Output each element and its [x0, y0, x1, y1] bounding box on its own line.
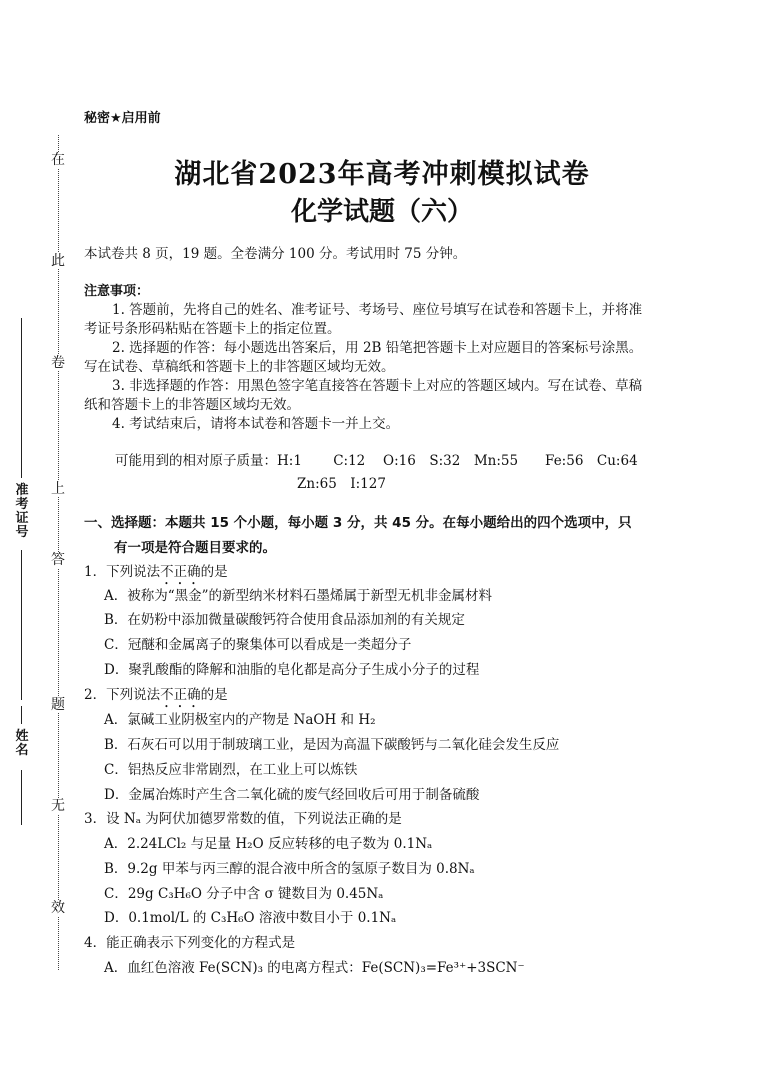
emphasis-text: 不正确 — [160, 564, 201, 580]
q1-option-b: B．在奶粉中添加微量碳酸钙符合使用食品添加剂的有关规定 — [104, 612, 465, 628]
emphasis-text: 不正确 — [160, 687, 201, 703]
margin-char: 上 — [51, 481, 65, 497]
name-line-top — [21, 706, 22, 724]
q3-option-a: A．2.24LCl₂ 与足量 H₂O 反应转移的电子数为 0.1Nₐ — [104, 836, 433, 852]
note-line: 纸和答题卡上的非答题区域均无效。 — [84, 397, 300, 413]
q2-option-d: D．金属冶炼时产生含二氧化硫的废气经回收后可用于制备硫酸 — [104, 787, 480, 803]
question-1-stem: 1．下列说法不正确的是 — [84, 564, 228, 580]
note-line: 2. 选择题的作答：每小题选出答案后，用 2B 铅笔把答题卡上对应题目的答案标号涂黑。 — [112, 340, 643, 356]
atomic-masses-line-2: Zn:65 I:127 — [297, 476, 386, 492]
margin-char: 在 — [51, 152, 65, 168]
note-line: 3. 非选择题的作答：用黑色签字笔直接答在答题卡上对应的答题区域内。写在试卷、草稿 — [112, 378, 643, 394]
note-line: 4. 考试结束后，请将本试卷和答题卡一并上交。 — [112, 416, 400, 432]
margin-char: 答 — [51, 552, 65, 568]
name-line-bottom — [21, 770, 22, 825]
q1-option-a: A．被称为“黑金”的新型纳米材料石墨烯属于新型无机非金属材料 — [104, 588, 493, 604]
question-4-stem: 4．能正确表示下列变化的方程式是 — [84, 935, 296, 951]
margin-char: 卷 — [51, 355, 65, 371]
notes-heading: 注意事项： — [84, 284, 150, 299]
exam-subtitle: 化学试题（六） — [290, 197, 473, 227]
margin-char: 无 — [51, 798, 65, 814]
margin-char: 题 — [51, 697, 65, 713]
q4-option-a: A．血红色溶液 Fe(SCN)₃ 的电离方程式：Fe(SCN)₃=Fe³⁺+3SCN⁻ — [104, 960, 525, 976]
q2-option-b: B．石灰石可以用于制玻璃工业，是因为高温下碳酸钙与二氧化硅会发生反应 — [104, 737, 560, 753]
q3-option-d: D．0.1mol/L 的 C₃H₆O 溶液中数目小于 0.1Nₐ — [104, 910, 397, 926]
q2-option-a: A．氯碱工业阴极室内的产物是 NaOH 和 H₂ — [104, 712, 376, 728]
q2-option-c: C．铝热反应非常剧烈，在工业上可以炼铁 — [104, 762, 358, 778]
exam-id-line-bottom — [21, 550, 22, 700]
name-label: 姓名 — [15, 729, 29, 758]
exam-intro: 本试卷共 8 页，19 题。全卷满分 100 分。考试用时 75 分钟。 — [84, 246, 467, 262]
note-line: 考证号条形码粘贴在答题卡上的指定位置。 — [84, 321, 341, 337]
q1-option-c: C．冠醚和金属离子的聚集体可以看成是一类超分子 — [104, 637, 412, 653]
exam-id-label: 准考证号 — [15, 483, 29, 540]
note-line: 写在试卷、草稿纸和答题卡上的非答题区域均无效。 — [84, 359, 395, 375]
q1-option-d: D．聚乳酸酯的降解和油脂的皂化都是高分子生成小分子的过程 — [104, 662, 480, 678]
q3-option-c: C．29g C₃H₆O 分子中含 σ 键数目为 0.45Nₐ — [104, 886, 384, 902]
secret-label: 秘密★启用前 — [84, 111, 161, 126]
note-line: 1. 答题前，先将自己的姓名、准考证号、考场号、座位号填写在试卷和答题卡上，并将准 — [112, 302, 643, 318]
question-3-stem: 3．设 Nₐ 为阿伏加德罗常数的值，下列说法正确的是 — [84, 811, 402, 827]
exam-id-line-top — [21, 318, 22, 478]
atomic-masses-line-1: 可能用到的相对原子质量：H:1 C:12 O:16 S:32 Mn:55 Fe:56 Cu:64 — [115, 453, 638, 469]
margin-char: 此 — [51, 253, 65, 269]
q3-option-b: B．9.2g 甲苯与丙三醇的混合液中所含的氢原子数目为 0.8Nₐ — [104, 861, 475, 877]
exam-title: 湖北省2023年高考冲刺模拟试卷 — [174, 159, 590, 190]
section-header-line-1: 一、选择题：本题共 15 个小题，每小题 3 分，共 45 分。在每小题给出的四个选项中，只 — [84, 515, 632, 531]
margin-char: 效 — [51, 900, 65, 916]
section-header-line-2: 有一项是符合题目要求的。 — [114, 540, 276, 556]
question-2-stem: 2．下列说法不正确的是 — [84, 687, 228, 703]
